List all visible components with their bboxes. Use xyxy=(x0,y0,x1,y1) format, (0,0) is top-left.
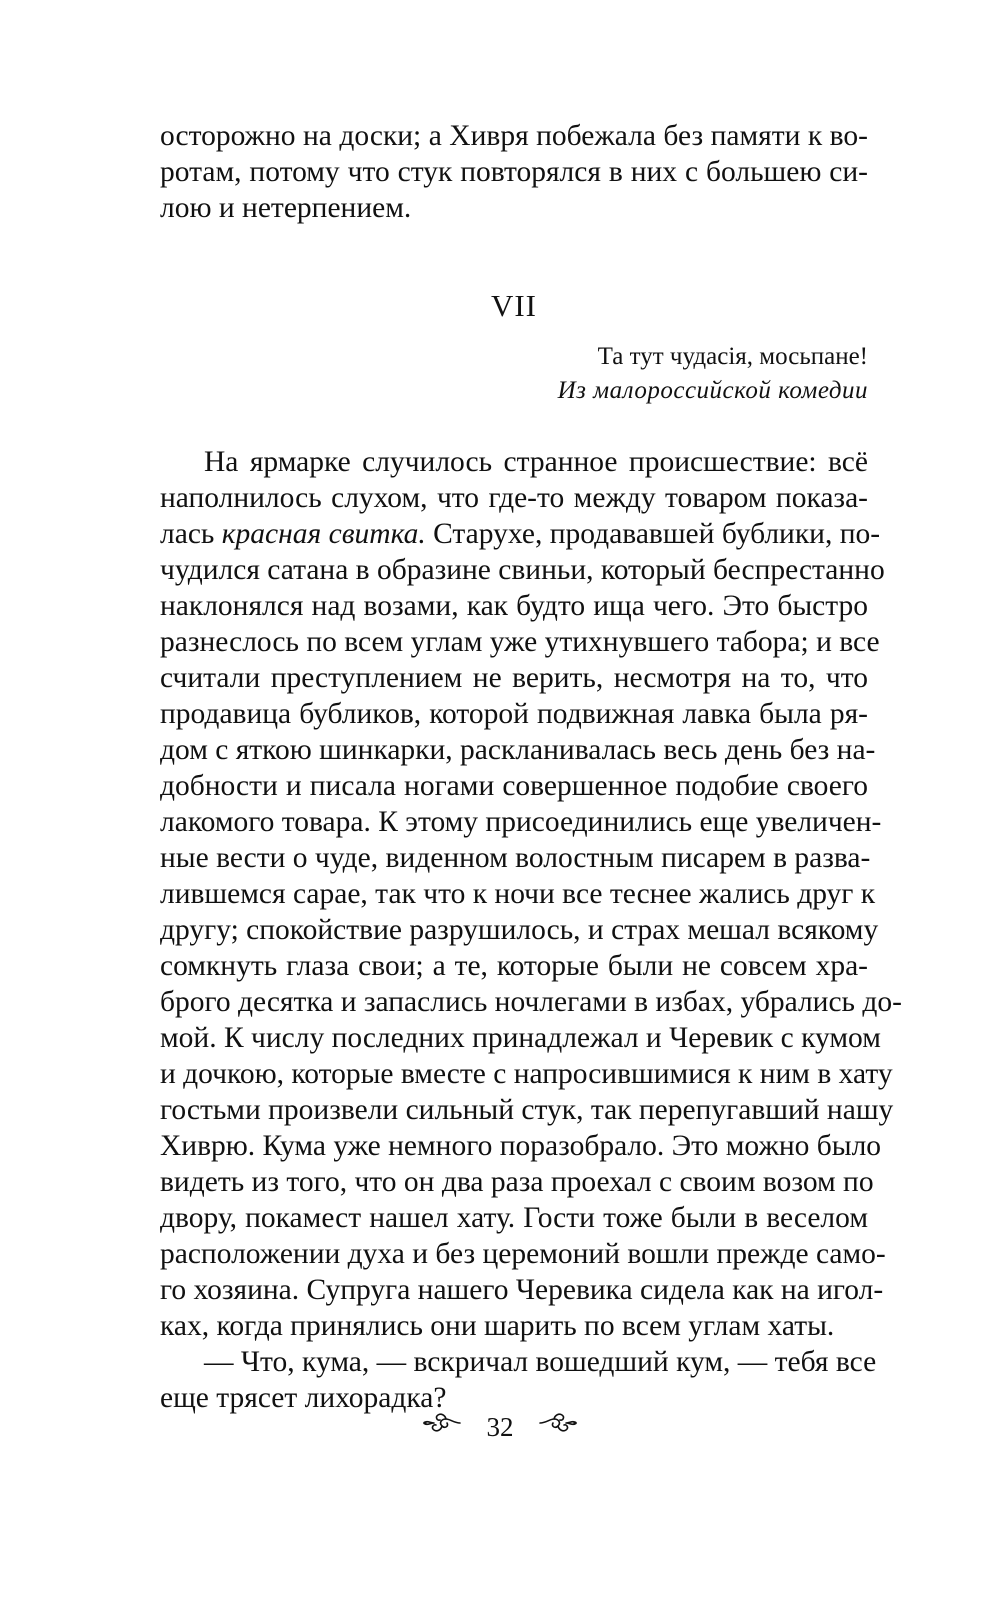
text-line: На ярмарке случилось странное происшествие: всё xyxy=(204,446,868,478)
text-line: видеть из того, что он два раза проехал с своим возом по xyxy=(160,1166,874,1198)
text-line: наклонялся над возами, как будто ища чего. Это быстро xyxy=(160,590,868,622)
text-line: другу; спокойствие разрушилось, и страх мешал всякому xyxy=(160,914,879,946)
epigraph xyxy=(160,340,868,408)
fleuron-left-icon xyxy=(420,1409,464,1445)
text-line: Хиврю. Кума уже немного поразобрало. Это можно было xyxy=(160,1130,882,1162)
text-line: расположении духа и без церемоний вошли прежде само- xyxy=(160,1238,886,1270)
text-line: — Что, кума, — вскричал вошедший кум, — тебя все xyxy=(204,1346,877,1378)
text-line: го хозяина. Супруга нашего Черевика сидела как на игол- xyxy=(160,1274,884,1306)
text-line: разнеслось по всем углам уже утихнувшего табора; и все xyxy=(160,626,880,658)
text-line: лою и нетерпением. xyxy=(160,192,412,224)
text-line: ротам, потому что стук повторялся в них с большею си- xyxy=(160,156,868,188)
book-page xyxy=(160,118,902,1416)
text-line: сомкнуть глаза свои; а те, которые были не совсем хра- xyxy=(160,950,868,982)
text-line: добности и писала ногами совершенное подобие своего xyxy=(160,770,868,802)
text-line: наполнилось слухом, что где-то между товаром показа- xyxy=(160,482,868,514)
text-line: и дочкою, которые вместе с напросившимися к ним в хату xyxy=(160,1058,893,1090)
text-line: ные вести о чуде, виденном волостным писарем в разва- xyxy=(160,842,871,874)
text-line: считали преступлением не верить, несмотря на то, что xyxy=(160,662,868,694)
epigraph-source: Из малороссийской комедии xyxy=(557,377,868,404)
fleuron-right-icon xyxy=(536,1409,580,1445)
text-segment: Старухе, продававшей бублики, по- xyxy=(425,518,881,550)
main-paragraph xyxy=(160,444,902,1344)
text-line: еще трясет лихорадка? xyxy=(160,1382,447,1414)
text-line: лившемся сарае, так что к ночи все теснее жались друг к xyxy=(160,878,876,910)
text-line: гостьми произвели сильный стук, так перепугавший нашу xyxy=(160,1094,894,1126)
page-number: 32 xyxy=(486,1411,514,1442)
text-line xyxy=(160,516,881,552)
text-line: дом с яткою шинкарки, раскланивалась весь день без на- xyxy=(160,734,876,766)
text-line: продавица бубликов, которой подвижная лавка была ря- xyxy=(160,698,868,730)
text-line: двору, покамест нашел хату. Гости тоже были в веселом xyxy=(160,1202,868,1234)
text-line: осторожно на доски; а Хивря побежала без памяти к во- xyxy=(160,120,868,152)
text-line: мой. К числу последних принадлежал и Черевик с кумом xyxy=(160,1022,881,1054)
text-line: ках, когда принялись они шарить по всем углам хаты. xyxy=(160,1310,835,1342)
text-line: лакомого товара. К этому присоединились еще увеличен- xyxy=(160,806,882,838)
text-segment: лась xyxy=(160,518,222,550)
epigraph-quote: Та тут чудасія, мосьпане! xyxy=(597,343,868,370)
italic-phrase: красная свитка. xyxy=(221,518,426,550)
text-line: брого десятка и запаслись ночлегами в избах, убрались до- xyxy=(160,986,902,1018)
chapter-heading: VII xyxy=(490,288,538,323)
opening-paragraph xyxy=(160,118,868,226)
page-footer xyxy=(0,1406,1000,1445)
text-line: чудился сатана в образине свиньи, который беспрестанно xyxy=(160,554,885,586)
